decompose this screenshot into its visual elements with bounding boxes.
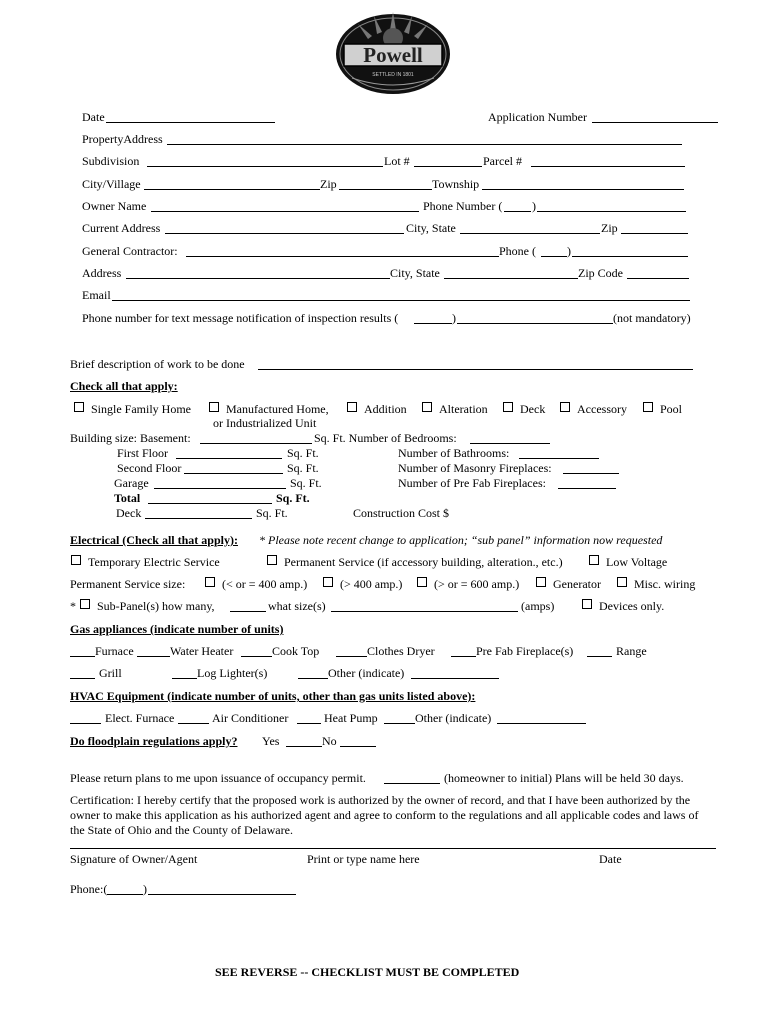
- subdivision-field[interactable]: [147, 166, 383, 167]
- general-contractor-field[interactable]: [186, 256, 499, 257]
- current-zip-label: Zip: [601, 221, 618, 235]
- first-floor-field[interactable]: [176, 458, 282, 459]
- current-zip-field[interactable]: [621, 233, 688, 234]
- gas-other-count-field[interactable]: [298, 678, 328, 679]
- size-over-400-checkbox[interactable]: [323, 577, 333, 587]
- furnace-count-field[interactable]: [70, 656, 95, 657]
- prefab-fireplace-count-field[interactable]: [451, 656, 476, 657]
- logo-tagline: SETTLED IN 1801: [372, 72, 414, 78]
- addition-checkbox[interactable]: [347, 402, 357, 412]
- city-village-field[interactable]: [144, 189, 320, 190]
- brief-description-field[interactable]: [258, 369, 693, 370]
- permanent-service-size-label: Permanent Service size:: [70, 577, 186, 591]
- permanent-service-checkbox[interactable]: [267, 555, 277, 565]
- range-count-field[interactable]: [587, 656, 612, 657]
- electrical-note: * Please note recent change to application; “sub panel” information now requested: [259, 533, 663, 547]
- prefab-fireplaces-field[interactable]: [558, 488, 616, 489]
- misc-wiring-checkbox[interactable]: [617, 577, 627, 587]
- contractor-phone-field[interactable]: [572, 256, 688, 257]
- text-phone-area-field[interactable]: [414, 323, 452, 324]
- phone-label: Phone:(: [70, 882, 108, 896]
- powell-logo: [334, 8, 452, 96]
- phone-field[interactable]: [148, 894, 296, 895]
- current-city-state-field[interactable]: [460, 233, 600, 234]
- homeowner-initial-field[interactable]: [384, 783, 440, 784]
- township-label: Township: [432, 177, 480, 191]
- masonry-fireplaces-label: Number of Masonry Fireplaces:: [398, 461, 552, 475]
- construction-cost-label: Construction Cost $: [353, 506, 450, 520]
- pool-checkbox[interactable]: [643, 402, 653, 412]
- masonry-fireplaces-field[interactable]: [563, 473, 619, 474]
- subpanel-checkbox[interactable]: [80, 599, 90, 609]
- lot-label: Lot #: [384, 154, 410, 168]
- certification-line-2: owner to make this application as his authorized agent and agree to conform to the regulations and all applicable codes and laws of: [70, 808, 699, 822]
- bedrooms-field[interactable]: [470, 443, 550, 444]
- zip-field[interactable]: [339, 189, 432, 190]
- devices-only-checkbox[interactable]: [582, 599, 592, 609]
- application-number-field[interactable]: [592, 122, 718, 123]
- subpanel-size-field[interactable]: [331, 611, 518, 612]
- size-400-checkbox[interactable]: [205, 577, 215, 587]
- owner-phone-field[interactable]: [537, 211, 686, 212]
- generator-checkbox[interactable]: [536, 577, 546, 587]
- date-field[interactable]: [106, 122, 275, 123]
- phone-area-field[interactable]: [107, 894, 143, 895]
- elect-furnace-count-field[interactable]: [70, 723, 101, 724]
- contractor-city-state-field[interactable]: [444, 278, 578, 279]
- parcel-label: Parcel #: [483, 154, 522, 168]
- first-floor-label: First Floor: [117, 446, 169, 460]
- general-contractor-label: General Contractor:: [82, 244, 178, 258]
- single-family-checkbox[interactable]: [74, 402, 84, 412]
- email-field[interactable]: [112, 300, 690, 301]
- parcel-field[interactable]: [531, 166, 685, 167]
- footer-note: SEE REVERSE -- CHECKLIST MUST BE COMPLETED: [215, 965, 520, 979]
- current-address-label: Current Address: [82, 221, 161, 235]
- certification-line-3: the State of Ohio and the County of Delaware.: [70, 823, 293, 837]
- bathrooms-label: Number of Bathrooms:: [398, 446, 510, 460]
- lot-field[interactable]: [414, 166, 482, 167]
- contractor-phone-label: Phone (: [499, 244, 536, 258]
- floodplain-question: Do floodplain regulations apply?: [70, 734, 238, 748]
- floodplain-no-field[interactable]: [340, 746, 376, 747]
- second-floor-label: Second Floor: [117, 461, 182, 475]
- hvac-other-count-field[interactable]: [384, 723, 415, 724]
- contractor-phone-area-field[interactable]: [541, 256, 567, 257]
- garage-field[interactable]: [154, 488, 286, 489]
- hvac-heading: HVAC Equipment (indicate number of units, other than gas units listed above):: [70, 689, 476, 703]
- size-600-checkbox[interactable]: [417, 577, 427, 587]
- return-plans-text: Please return plans to me upon issuance of occupancy permit.: [70, 771, 366, 785]
- contractor-address-field[interactable]: [126, 278, 390, 279]
- check-all-heading: Check all that apply:: [70, 379, 178, 393]
- log-lighter-count-field[interactable]: [172, 678, 197, 679]
- bathrooms-field[interactable]: [519, 458, 599, 459]
- contractor-zip-label: Zip Code: [578, 266, 623, 280]
- basement-field[interactable]: [200, 443, 312, 444]
- subdivision-label: Subdivision: [82, 154, 140, 168]
- contractor-zip-field[interactable]: [627, 278, 689, 279]
- contractor-city-state-label: City, State: [390, 266, 440, 280]
- city-village-label: City/Village: [82, 177, 141, 191]
- print-name-label: Print or type name here: [307, 852, 420, 866]
- deck-checkbox[interactable]: [503, 402, 513, 412]
- application-number-label: Application Number: [488, 110, 587, 124]
- accessory-checkbox[interactable]: [560, 402, 570, 412]
- bedrooms-label: Sq. Ft. Number of Bedrooms:: [314, 431, 457, 445]
- not-mandatory-note: (not mandatory): [613, 311, 691, 325]
- signature-line[interactable]: [70, 848, 716, 849]
- electrical-heading: Electrical (Check all that apply):: [70, 533, 238, 547]
- date-label: Date: [82, 110, 105, 124]
- current-address-field[interactable]: [165, 233, 404, 234]
- subpanel-count-field[interactable]: [230, 611, 266, 612]
- water-heater-count-field[interactable]: [137, 656, 170, 657]
- heat-pump-count-field[interactable]: [297, 723, 321, 724]
- total-label: Total: [114, 491, 141, 505]
- property-address-field[interactable]: [167, 144, 682, 145]
- email-label: Email: [82, 288, 111, 302]
- property-address-label: PropertyAddress: [82, 132, 163, 146]
- garage-label: Garage: [114, 476, 149, 490]
- logo-wordmark: Powell: [363, 43, 423, 67]
- owner-name-label: Owner Name: [82, 199, 147, 213]
- township-field[interactable]: [482, 189, 684, 190]
- contractor-address-label: Address: [82, 266, 122, 280]
- text-notification-label: Phone number for text message notification of inspection results (: [82, 311, 399, 325]
- clothes-dryer-count-field[interactable]: [336, 656, 367, 657]
- subpanel-label: Sub-Panel(s) how many,: [97, 599, 215, 613]
- certification-line-1: Certification: I hereby certify that the proposed work is authorized by the owner of record, and that I have been authorized by the: [70, 793, 691, 807]
- owner-phone-label: Phone Number (: [423, 199, 503, 213]
- prefab-fireplaces-label: Number of Pre Fab Fireplaces:: [398, 476, 546, 490]
- hvac-other-field[interactable]: [497, 723, 586, 724]
- owner-phone-area-field[interactable]: [504, 211, 531, 212]
- current-city-state-label: City, State: [406, 221, 456, 235]
- deck-size-field[interactable]: [145, 518, 252, 519]
- zip-label: Zip: [320, 177, 337, 191]
- temporary-service-checkbox[interactable]: [71, 555, 81, 565]
- gas-heading: Gas appliances (indicate number of units): [70, 622, 284, 636]
- subpanel-size-label: what size(s): [268, 599, 326, 613]
- low-voltage-checkbox[interactable]: [589, 555, 599, 565]
- deck-size-label: Deck: [116, 506, 142, 520]
- text-phone-field[interactable]: [457, 323, 613, 324]
- total-field[interactable]: [148, 503, 272, 504]
- floodplain-yes-field[interactable]: [286, 746, 322, 747]
- basement-label: Building size: Basement:: [70, 431, 191, 445]
- manufactured-home-checkbox[interactable]: [209, 402, 219, 412]
- signature-date-label: Date: [599, 852, 622, 866]
- grill-count-field[interactable]: [70, 678, 95, 679]
- air-conditioner-count-field[interactable]: [178, 723, 209, 724]
- second-floor-field[interactable]: [184, 473, 283, 474]
- brief-description-label: Brief description of work to be done: [70, 357, 245, 371]
- alteration-checkbox[interactable]: [422, 402, 432, 412]
- gas-other-field[interactable]: [411, 678, 499, 679]
- owner-name-field[interactable]: [151, 211, 419, 212]
- cook-top-count-field[interactable]: [241, 656, 272, 657]
- signature-label: Signature of Owner/Agent: [70, 852, 198, 866]
